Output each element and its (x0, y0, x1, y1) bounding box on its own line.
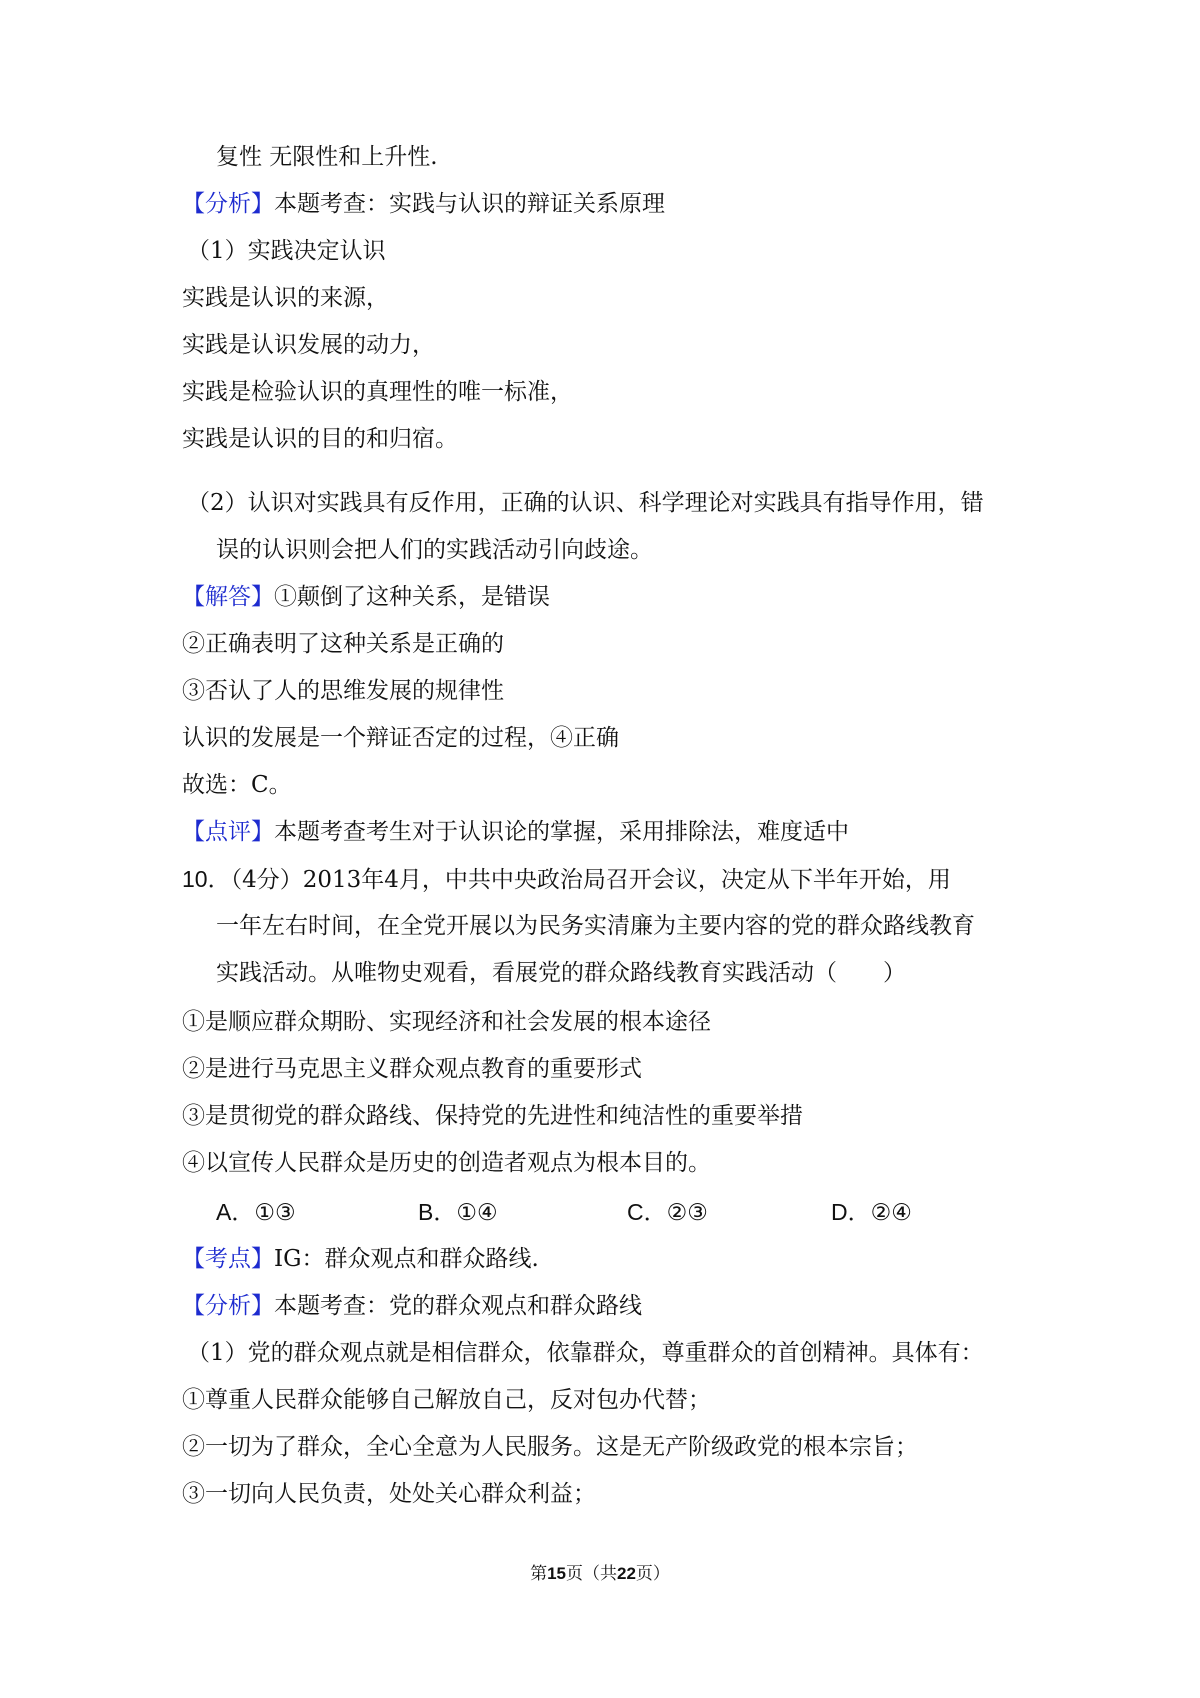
answer-tag: 【解答】 (182, 584, 274, 610)
text-line: ③一切向人民负责，处处关心群众利益； (182, 1481, 596, 1507)
option-d: D．②④ (831, 1199, 912, 1226)
analysis-tag: 【分析】 (182, 1293, 274, 1319)
statement-item: ②是进行马克思主义群众观点教育的重要形式 (182, 1056, 642, 1082)
knowledge-point-tag: 【考点】 (182, 1246, 274, 1272)
question-number: 10． (182, 866, 231, 892)
page-footer: 第15页（共22页） (530, 1564, 670, 1584)
text-line: 实践是认识的来源， (182, 285, 389, 311)
text-line: ②正确表明了这种关系是正确的 (182, 631, 504, 657)
text-line: 复性 无限性和上升性. (216, 144, 438, 170)
text-line: ①尊重人民群众能够自己解放自己，反对包办代替； (182, 1387, 711, 1413)
text-line: ②一切为了群众，全心全意为人民服务。这是无产阶级政党的根本宗旨； (182, 1434, 918, 1460)
question-line: 10．（4分）2013年4月，中共中央政治局召开会议，决定从下半年开始，用 (182, 866, 951, 893)
text-line: 认识的发展是一个辩证否定的过程，④正确 (182, 725, 619, 751)
text-line: ③否认了人的思维发展的规律性 (182, 678, 504, 704)
text-line: 实践是认识的目的和归宿。 (182, 426, 458, 452)
text-line: 误的认识则会把人们的实践活动引向歧途。 (216, 537, 653, 563)
analysis-tag: 【分析】 (182, 191, 274, 217)
text-line: （2）认识对实践具有反作用，正确的认识、科学理论对实践具有指导作用，错 (187, 490, 984, 516)
comment-tag: 【点评】 (182, 819, 274, 845)
text-line: 实践是认识发展的动力， (182, 332, 435, 358)
statement-item: ④以宣传人民群众是历史的创造者观点为根本目的。 (182, 1150, 711, 1176)
comment-line: 【点评】本题考查考生对于认识论的掌握，采用排除法，难度适中 (182, 819, 849, 845)
knowledge-point-line: 【考点】IG：群众观点和群众路线. (182, 1246, 539, 1272)
option-a: A．①③ (216, 1199, 296, 1226)
page-number: 15 (547, 1564, 566, 1583)
statement-item: ③是贯彻党的群众路线、保持党的先进性和纯洁性的重要举措 (182, 1103, 803, 1129)
text-line: 实践活动。从唯物史观看，看展党的群众路线教育实践活动（ ） (216, 960, 906, 986)
answer-options (0, 1197, 1200, 1227)
analysis-line: 【分析】本题考查：党的群众观点和群众路线 (182, 1293, 642, 1319)
text-line: 一年左右时间，在全党开展以为民务实清廉为主要内容的党的群众路线教育 (216, 913, 975, 939)
option-b: B．①④ (418, 1199, 498, 1226)
text-line: （1）实践决定认识 (187, 238, 386, 264)
text-line: （1）党的群众观点就是相信群众，依靠群众，尊重群众的首创精神。具体有： (187, 1340, 984, 1366)
analysis-line: 【分析】本题考查：实践与认识的辩证关系原理 (182, 191, 665, 217)
text-line: 故选：C。 (182, 772, 292, 798)
page-total: 22 (617, 1564, 636, 1583)
statement-item: ①是顺应群众期盼、实现经济和社会发展的根本途径 (182, 1009, 711, 1035)
option-c: C．②③ (627, 1199, 708, 1226)
answer-line: 【解答】①颠倒了这种关系，是错误 (182, 584, 550, 610)
text-line: 实践是检验认识的真理性的唯一标准， (182, 379, 573, 405)
